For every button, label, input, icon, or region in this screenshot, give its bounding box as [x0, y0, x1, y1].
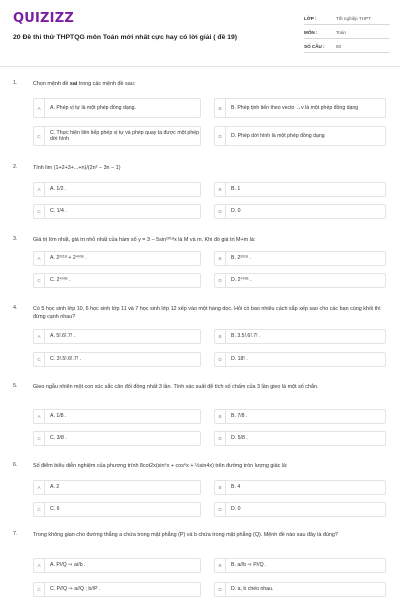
option-c[interactable] [33, 352, 201, 367]
question-text [33, 80, 385, 88]
option-text: C. 1/4 . [50, 208, 67, 215]
option-text: B. 4 [231, 484, 241, 491]
option-b[interactable] [214, 558, 386, 573]
option-text: B. 1 [231, 186, 241, 193]
option-letter: B [215, 330, 226, 343]
question-text: Tính lim (1+2+3+...+n)/(2n² − 3n − 1) [33, 165, 121, 171]
option-letter: B [215, 481, 226, 494]
question-number: 5. [13, 383, 18, 389]
option-text: A. 1/2 . [50, 186, 67, 193]
question-text: Gieo ngẫu nhiên một con xúc sắc cân đối đồng nhất 3 lần. Tính xác suất để tích số chấm của 3 lần gieo là một số chẵn. [33, 384, 319, 390]
option-letter: A [34, 99, 45, 117]
option-letter: B [215, 559, 226, 572]
option-c[interactable] [33, 273, 201, 288]
option-text: C. 3!.5!.6!.7! . [50, 356, 82, 363]
option-letter: D [215, 432, 226, 445]
option-c[interactable] [33, 126, 201, 146]
option-a[interactable] [33, 329, 201, 344]
option-b[interactable] [214, 480, 386, 495]
option-letter: A [34, 559, 45, 572]
option-text: A. P//Q ⇒ a//b . [50, 562, 86, 569]
meta-value: 50 [336, 44, 342, 49]
option-letter: D [215, 274, 226, 287]
option-text: D. 2⁴⁰³⁶ . [231, 277, 252, 284]
option-text: D. 5/8 . [231, 435, 248, 442]
option-letter: C [34, 127, 45, 145]
option-text: D. 0 [231, 208, 241, 215]
option-text: A. 1/8 . [50, 413, 67, 420]
option-letter: A [34, 410, 45, 423]
option-text: B. 7/8 . [231, 413, 248, 420]
option-letter: A [34, 481, 45, 494]
option-letter: B [215, 183, 226, 196]
option-text: D. Phép dời hình là một phép đồng dạng [231, 132, 325, 139]
option-letter: A [34, 330, 45, 343]
meta-row-count [304, 41, 390, 53]
option-d[interactable] [214, 352, 386, 367]
option-a[interactable] [33, 182, 201, 197]
question-text: Trong không gian cho đường thẳng a chứa trong mặt phẳng (P) và b chứa trong mặt phẳng (Q). Mệnh đề nào sau đây là đúng? [33, 532, 338, 538]
option-letter: B [215, 252, 226, 265]
meta-value: Tốt nghiệp THPT [336, 16, 371, 21]
option-a[interactable] [33, 558, 201, 573]
option-text: A. 2²⁰¹⁸ + 2⁴⁰³⁶ . [50, 255, 87, 262]
option-text: A. 5!.6!.7! . [50, 333, 76, 340]
question-text-pre: Chọn mệnh đề [33, 81, 70, 87]
page-title: 20 Đề thi thử THPTQG môn Toán mới nhất cực hay có lời giải ( đề 19) [13, 34, 238, 41]
option-b[interactable] [214, 329, 386, 344]
meta-row-class [304, 13, 390, 25]
option-text: C. 3/8 . [50, 435, 67, 442]
question-text: Giá trị lớn nhất, giá trị nhỏ nhất của hàm số y = 3 − 5sin²⁰¹⁸x là M và m. Khi đó giá trị M+m là: [33, 237, 256, 243]
option-d[interactable] [214, 502, 386, 517]
option-letter: A [34, 183, 45, 196]
option-b[interactable] [214, 409, 386, 424]
meta-panel [304, 13, 390, 55]
option-text: C. 6 [50, 506, 60, 513]
question-text-post: trong các mệnh đề sau: [77, 81, 136, 87]
option-letter: C [34, 432, 45, 445]
option-text: C. P//Q ⇒ a//Q ; b//P . [50, 586, 101, 593]
meta-key: SỐ CÂU : [304, 44, 325, 49]
option-text: B. Phép tịnh tiến theo vecto →v là một phép đồng dạng [231, 104, 359, 111]
question-text-bold: sai [69, 81, 78, 87]
option-text: C. 2⁴⁰³⁶ . [50, 277, 71, 284]
option-d[interactable] [214, 582, 386, 597]
question-text: Có 5 học sinh lớp 10, 6 học sinh lớp 11 và 7 học sinh lớp 12 xếp vào một hàng dọc. Hỏi có bao nhiêu cách sắp xếp sao cho các bạn cùng khối thì đứng cạnh nhau? [33, 306, 381, 320]
question-text: Số điểm biểu diễn nghiệm của phương trình 8cot2x(sin⁶x + cos⁶x + ½sin4x) trên đường tròn lượng giác là: [33, 463, 288, 469]
option-d[interactable] [214, 431, 386, 446]
option-text: C. Thực hiện liên tiếp phép vị tự và phép quay ta được một phép dời hình [50, 129, 199, 142]
option-text: B. 3.5!.6!.7! . [231, 333, 261, 340]
option-letter: B [215, 410, 226, 423]
option-b[interactable] [214, 251, 386, 266]
header-divider [0, 66, 400, 67]
option-b[interactable] [214, 98, 386, 118]
option-letter: A [34, 252, 45, 265]
option-text: D. 0 [231, 506, 241, 513]
option-text: B. 2²⁰¹⁸ . [231, 255, 251, 262]
question-number: 3. [13, 236, 18, 242]
option-c[interactable] [33, 502, 201, 517]
option-letter: C [34, 274, 45, 287]
option-text: B. a//b ⇒ P//Q . [231, 562, 267, 569]
option-d[interactable] [214, 204, 386, 219]
option-letter: D [215, 127, 226, 145]
meta-value: Toán [336, 30, 346, 35]
meta-row-subject [304, 27, 390, 39]
question-number: 6. [13, 462, 18, 468]
option-letter: D [215, 205, 226, 218]
option-letter: C [34, 205, 45, 218]
option-letter: B [215, 99, 226, 117]
option-text: D. 18! . [231, 356, 248, 363]
question-number: 2. [13, 164, 18, 170]
option-c[interactable] [33, 204, 201, 219]
question-number: 4. [13, 305, 18, 311]
meta-key: LỚP : [304, 16, 317, 21]
option-letter: D [215, 353, 226, 366]
option-a[interactable] [33, 98, 201, 118]
option-text: D. a, b chéo nhau. [231, 586, 274, 593]
meta-key: MÔN : [304, 30, 318, 35]
option-a[interactable] [33, 409, 201, 424]
option-d[interactable] [214, 126, 386, 146]
option-letter: D [215, 583, 226, 596]
question-number: 1. [13, 80, 18, 86]
option-b[interactable] [214, 182, 386, 197]
option-a[interactable] [33, 480, 201, 495]
option-a[interactable] [33, 251, 201, 266]
option-d[interactable] [214, 273, 386, 288]
option-letter: C [34, 503, 45, 516]
option-letter: D [215, 503, 226, 516]
option-letter: C [34, 353, 45, 366]
option-c[interactable] [33, 582, 201, 597]
option-text: A. Phép vị tự là một phép đồng dạng. [50, 104, 136, 111]
option-text: A. 2 [50, 484, 60, 491]
option-letter: C [34, 583, 45, 596]
option-c[interactable] [33, 431, 201, 446]
logo: QUIZIZZ [13, 11, 74, 26]
question-number: 7. [13, 531, 18, 537]
